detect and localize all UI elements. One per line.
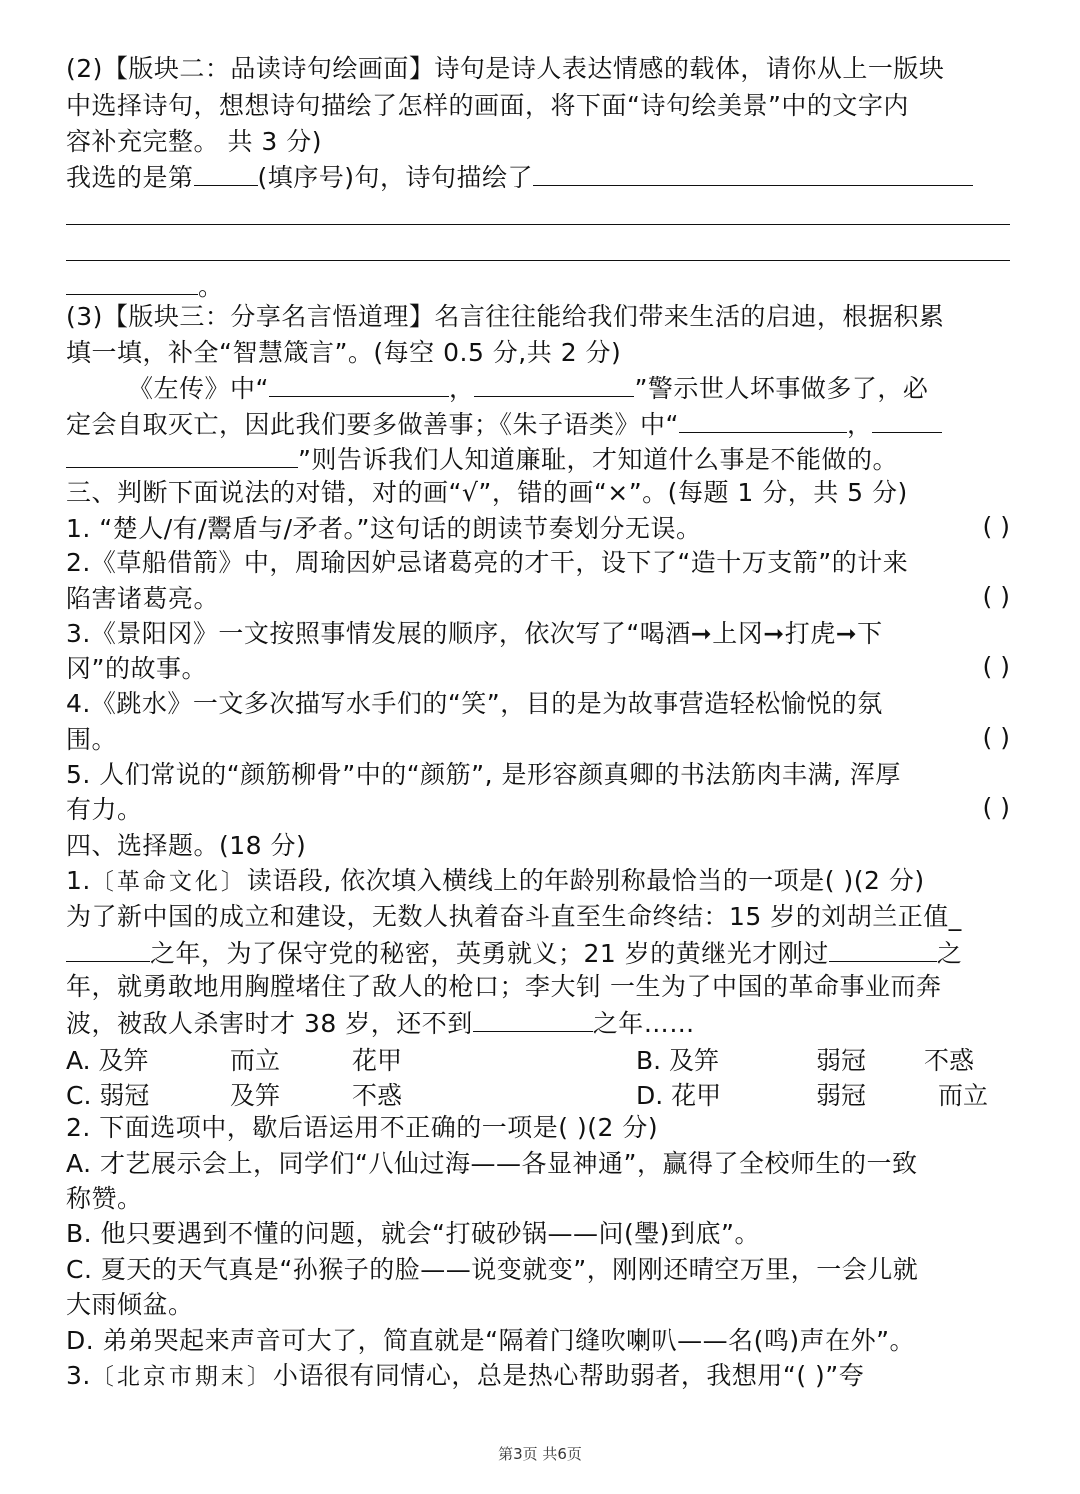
q1-option-a-2: 而立 <box>230 1046 281 1075</box>
answer-paren[interactable]: ( ) <box>982 793 1010 822</box>
fill-middle: (填序号)句，诗句描绘了 <box>257 163 534 192</box>
q1-option-b-3: 不惑 <box>924 1046 975 1075</box>
q1-number: 1. <box>66 866 91 895</box>
q1-option-a-3: 花甲 <box>352 1046 403 1075</box>
answer-line[interactable] <box>66 224 1010 225</box>
q1-option-a[interactable]: A. 及笄 <box>66 1046 149 1075</box>
q1-stem-text: 读语段, 依次填入横线上的年龄别称最恰当的一项是( )(2 分) <box>246 866 925 895</box>
blank-zhuzi-2-end[interactable] <box>66 441 298 468</box>
section2-line1: (2)【版块二：品读诗句绘画面】诗句是诗人表达情感的载体，请你从上一版块 <box>66 54 945 83</box>
answer-paren[interactable]: ( ) <box>982 652 1010 681</box>
quote-zhuzi-tail: ”则告诉我们人知道廉耻，才知道什么事是不能做的。 <box>298 445 898 474</box>
blank-age-3[interactable] <box>473 1005 593 1032</box>
tf-item-5: 5. 人们常说的“颜筋柳骨”中的“颜筋”, 是形容颜真卿的书法筋肉丰满, 浑厚 <box>66 760 901 789</box>
q2-stem: 2. 下面选项中，歇后语运用不正确的一项是( )(2 分) <box>66 1113 659 1142</box>
q1-stem <box>66 864 1020 899</box>
comma: ， <box>846 410 873 439</box>
q1-passage-2-text: 之年，为了保守党的秘密，英勇就义；21 岁的黄继光才刚过 <box>150 939 829 968</box>
tf-item-5-cont: 有力。 <box>66 795 143 824</box>
q2-option-c[interactable]: C. 夏天的天气真是“孙猴子的脸——说变就变”，刚刚还晴空万里，一会儿就 <box>66 1255 919 1284</box>
q1-passage-1: 为了新中国的成立和建设，无数人执着奋斗直至生命终结：15 岁的刘胡兰正值_ <box>66 902 962 931</box>
blank-sequence-number[interactable] <box>194 159 258 186</box>
section2-line2: 中选择诗句，想想诗句描绘了怎样的画面，将下面“诗句绘美景”中的文字内 <box>66 91 909 120</box>
section3-line2: 填一填，补全“智慧箴言”。(每空 0.5 分,共 2 分) <box>66 338 622 367</box>
q3-stem <box>66 1359 1020 1394</box>
section3-line1: (3)【版块三：分享名言悟道理】名言往往能给我们带来生活的启迪，根据积累 <box>66 302 945 331</box>
q2-option-a[interactable]: A. 才艺展示会上，同学们“八仙过海——各显神通”，赢得了全校师生的一致 <box>66 1149 918 1178</box>
q2-option-d[interactable]: D. 弟弟哭起来声音可大了，简直就是“隔着门缝吹喇叭——名(鸣)声在外”。 <box>66 1326 916 1355</box>
end-mark: 。 <box>198 272 224 301</box>
quote-zuozhuan-tail: ”警示世人坏事做多了，必 <box>634 374 929 403</box>
part3-heading: 三、判断下面说法的对错，对的画“√”，错的画“×”。(每题 1 分，共 5 分) <box>66 478 908 507</box>
tf-item-4: 4.《跳水》一文多次描写水手们的“笑”，目的是为故事营造轻松愉悦的氛 <box>66 689 883 718</box>
tf-item-3-cont: 冈”的故事。 <box>66 654 207 683</box>
q1-option-d-2: 弱冠 <box>816 1081 867 1110</box>
blank-zuozhuan-1[interactable] <box>269 370 449 397</box>
quote-zhuzi-label: 定会自取灭亡，因此我们要多做善事；《朱子语类》中“ <box>66 410 679 439</box>
q1-option-c[interactable]: C. 弱冠 <box>66 1081 150 1110</box>
q3-number: 3. <box>66 1361 91 1390</box>
q1-option-d-3: 而立 <box>938 1081 989 1110</box>
q2-option-b[interactable]: B. 他只要遇到不懂的问题，就会“打破砂锅——问(璺)到底”。 <box>66 1219 760 1248</box>
q1-option-c-3: 不惑 <box>352 1081 403 1110</box>
part4-heading: 四、选择题。(18 分) <box>66 831 307 860</box>
q1-passage-2-tail: 之 <box>936 939 963 968</box>
tf-item-2-cont: 陷害诸葛亮。 <box>66 584 220 613</box>
blank-zhuzi-2-start[interactable] <box>872 406 942 433</box>
q2-option-a-cont: 称赞。 <box>66 1184 143 1213</box>
answer-paren[interactable]: ( ) <box>982 582 1010 611</box>
tf-item-1: 1. “楚人/有/鬻盾与/矛者。”这句话的朗读节奏划分无误。 <box>66 514 702 543</box>
q1-option-b-2: 弱冠 <box>816 1046 867 1075</box>
answer-line[interactable] <box>66 260 1010 261</box>
section3-line4 <box>66 406 1020 442</box>
q1-passage-2 <box>66 935 1020 971</box>
blank-zhuzi-1[interactable] <box>679 406 847 433</box>
quote-zuozhuan-label: 《左传》中“ <box>128 374 269 403</box>
blank-zuozhuan-2[interactable] <box>474 370 634 397</box>
tf-item-2: 2.《草船借箭》中，周瑜因妒忌诸葛亮的才干，设下了“造十万支箭”的计来 <box>66 548 909 577</box>
tf-item-4-cont: 围。 <box>66 725 118 754</box>
blank-description-end[interactable] <box>66 268 198 295</box>
q1-passage-4 <box>66 1005 1020 1041</box>
q1-option-d[interactable]: D. 花甲 <box>636 1081 722 1110</box>
q3-stem-text: 小语很有同情心，总是热心帮助弱者，我想用“( )”夸 <box>272 1361 865 1390</box>
page-footer: 第3页 共6页 <box>498 1445 582 1463</box>
blank-age-2[interactable] <box>829 935 937 962</box>
q1-option-b[interactable]: B. 及笄 <box>636 1046 720 1075</box>
tf-item-3: 3.《景阳冈》一文按照事情发展的顺序，依次写了“喝酒➞上冈➞打虎➞下 <box>66 619 883 648</box>
answer-paren[interactable]: ( ) <box>982 723 1010 752</box>
q1-passage-4-text: 波，被敌人杀害时才 38 岁，还不到 <box>66 1009 473 1038</box>
q1-tag: 〔革命文化〕 <box>90 869 247 895</box>
section2-end-line <box>66 268 1020 304</box>
section2-fill-line <box>66 159 1020 195</box>
section3-line3 <box>66 370 1020 406</box>
q2-option-c-cont: 大雨倾盆。 <box>66 1290 194 1319</box>
fill-prefix: 我选的是第 <box>66 163 194 192</box>
blank-description[interactable] <box>533 159 973 186</box>
section2-line3: 容补充完整。 共 3 分) <box>66 127 323 156</box>
comma: ， <box>448 374 475 403</box>
q3-tag: 〔北京市期末〕 <box>90 1364 273 1390</box>
section3-line5 <box>66 441 1020 477</box>
q1-passage-3: 年，就勇敢地用胸膛堵住了敌人的枪口；李大钊 一生为了中国的革命事业而奔 <box>66 972 942 1001</box>
q1-option-c-2: 及笄 <box>230 1081 281 1110</box>
blank-age-1[interactable] <box>66 935 150 962</box>
answer-paren[interactable]: ( ) <box>982 512 1010 541</box>
q1-passage-4-tail: 之年…… <box>592 1009 695 1038</box>
